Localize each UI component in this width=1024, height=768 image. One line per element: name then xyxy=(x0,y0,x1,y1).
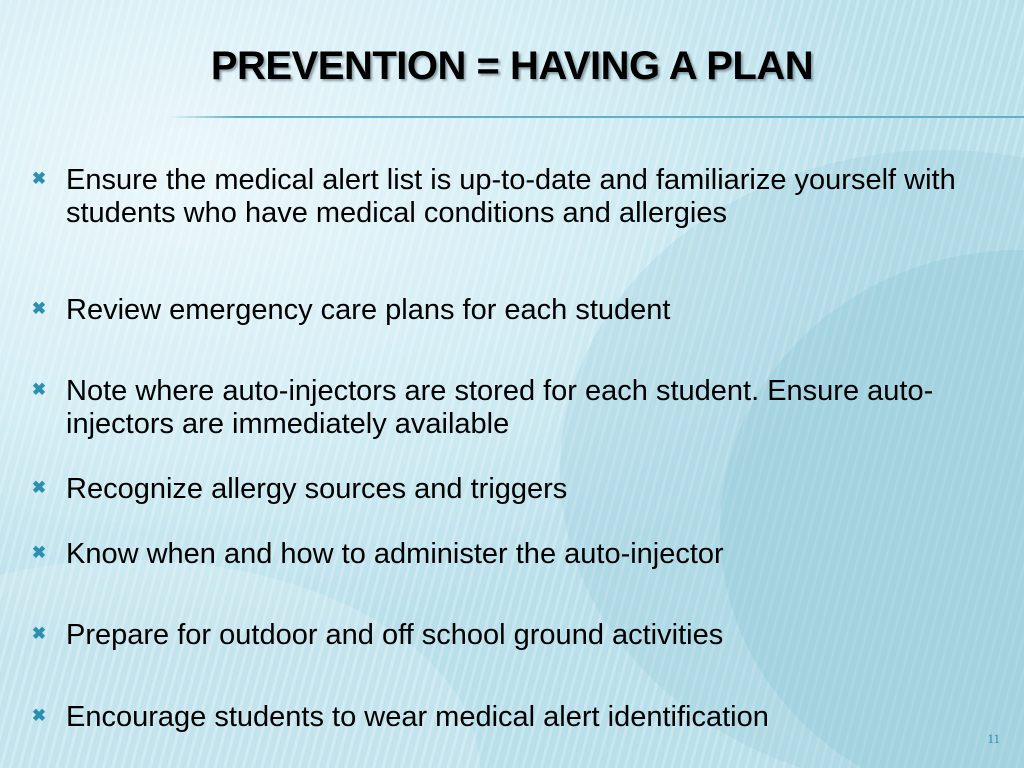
bullet-text: Review emergency care plans for each student xyxy=(66,294,671,326)
x-mark-icon: ✖ xyxy=(31,543,47,562)
slide-title: PREVENTION = HAVING A PLAN xyxy=(210,44,814,88)
background-swirl xyxy=(0,560,480,768)
x-mark-icon: ✖ xyxy=(31,380,47,399)
bullet-text: Recognize allergy sources and triggers xyxy=(66,473,568,505)
page-number: 11 xyxy=(987,731,1000,746)
bullet-text: Encourage students to wear medical alert identification xyxy=(66,701,769,733)
x-mark-icon: ✖ xyxy=(31,299,47,318)
bullet-text: Note where auto-injectors are stored for each student. Ensure auto-injectors are immediately available xyxy=(66,375,934,440)
x-mark-icon: ✖ xyxy=(31,169,47,188)
background-swirl xyxy=(560,150,1024,768)
background-swirl xyxy=(720,250,1024,768)
title-divider xyxy=(168,116,1024,118)
x-mark-icon: ✖ xyxy=(31,624,47,643)
bullet-text: Prepare for outdoor and off school ground activities xyxy=(66,619,724,651)
bullet-text: Know when and how to administer the auto-injector xyxy=(66,538,724,570)
bullet-text: Ensure the medical alert list is up-to-date and familiarize yourself with students who have medical conditions and allergies xyxy=(66,164,956,229)
x-mark-icon: ✖ xyxy=(31,478,47,497)
x-mark-icon: ✖ xyxy=(31,706,47,725)
